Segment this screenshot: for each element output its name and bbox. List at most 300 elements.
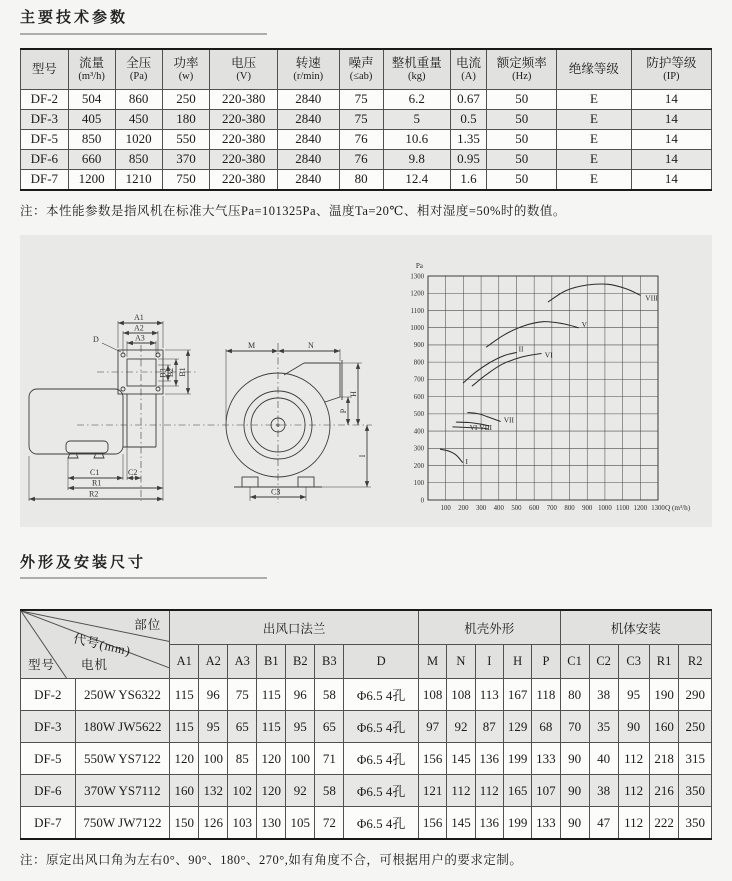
column-unit: (IP) bbox=[663, 70, 680, 82]
table-cell: 95 bbox=[618, 679, 649, 711]
table-cell: 108 bbox=[418, 679, 446, 711]
table-cell: 65 bbox=[315, 711, 344, 743]
column-header bbox=[631, 49, 711, 90]
corner-label-model: 型号 bbox=[28, 658, 56, 672]
table-cell: 1020 bbox=[115, 129, 162, 149]
corner-label-part: 部位 bbox=[134, 618, 162, 632]
svg-text:A2: A2 bbox=[134, 323, 144, 332]
table-cell: 10.6 bbox=[383, 129, 450, 149]
svg-text:900: 900 bbox=[413, 341, 424, 349]
column-name: 型号 bbox=[31, 61, 57, 76]
table-cell: 133 bbox=[532, 743, 560, 775]
table-cell: 75 bbox=[339, 109, 383, 129]
column-unit: (≤ab) bbox=[349, 70, 373, 82]
dim-code-header: D bbox=[344, 645, 419, 679]
svg-text:N: N bbox=[308, 340, 314, 350]
motor-cell: 750W JW7122 bbox=[75, 807, 170, 840]
table-cell: 0.67 bbox=[450, 89, 487, 109]
table-cell: 150 bbox=[170, 807, 199, 840]
column-name: 额定频率 bbox=[496, 55, 547, 70]
dim-code-header: C1 bbox=[560, 645, 589, 679]
dim-code-header: C3 bbox=[618, 645, 649, 679]
table-cell: 102 bbox=[228, 775, 257, 807]
table-cell: 850 bbox=[115, 149, 162, 169]
table-cell: 130 bbox=[257, 807, 286, 840]
motor-cell: 180W JW5622 bbox=[75, 711, 170, 743]
table-cell: 160 bbox=[649, 711, 679, 743]
table-cell: 50 bbox=[487, 129, 557, 149]
column-unit: (m³/h) bbox=[78, 70, 105, 82]
dim-code-header: R1 bbox=[649, 645, 679, 679]
column-unit: (r/min) bbox=[293, 70, 324, 82]
dim-code-header: I bbox=[475, 645, 503, 679]
svg-text:R1: R1 bbox=[92, 478, 102, 487]
table-cell: 96 bbox=[199, 679, 228, 711]
table-cell: 65 bbox=[228, 711, 257, 743]
table-cell: 0.95 bbox=[450, 149, 487, 169]
table-cell: 85 bbox=[228, 743, 257, 775]
svg-text:B1: B1 bbox=[178, 366, 187, 377]
table-cell: 156 bbox=[418, 743, 446, 775]
table-cell: 75 bbox=[228, 679, 257, 711]
column-header bbox=[450, 49, 487, 90]
table-cell: 315 bbox=[679, 743, 712, 775]
table-cell: 160 bbox=[170, 775, 199, 807]
column-name: 电压 bbox=[231, 55, 257, 70]
column-header bbox=[339, 49, 383, 90]
table-cell: 118 bbox=[532, 679, 560, 711]
table-cell: 14 bbox=[631, 129, 711, 149]
svg-text:700: 700 bbox=[546, 504, 557, 512]
column-name: 全压 bbox=[126, 55, 152, 70]
curve-label: VI bbox=[469, 422, 478, 432]
table-cell: 38 bbox=[589, 679, 618, 711]
column-header bbox=[278, 49, 339, 90]
table-cell: 165 bbox=[503, 775, 531, 807]
group-header: 机壳外形 bbox=[418, 610, 560, 645]
table-cell: Φ6.5 4孔 bbox=[344, 679, 419, 711]
svg-text:C1: C1 bbox=[90, 467, 100, 477]
table-cell: 96 bbox=[286, 679, 315, 711]
table-cell: Φ6.5 4孔 bbox=[344, 743, 419, 775]
table-cell: 108 bbox=[447, 679, 475, 711]
svg-text:1200: 1200 bbox=[633, 504, 648, 512]
table-cell: 180 bbox=[162, 109, 210, 129]
table-cell: 121 bbox=[418, 775, 446, 807]
table-cell: 216 bbox=[649, 775, 679, 807]
column-name: 噪声 bbox=[348, 55, 374, 70]
svg-text:700: 700 bbox=[413, 376, 424, 384]
table-cell: 405 bbox=[68, 109, 115, 129]
table-cell: E bbox=[557, 89, 632, 109]
table-cell: 38 bbox=[589, 775, 618, 807]
svg-text:400: 400 bbox=[413, 427, 424, 435]
section-title-specs: 主要技术参数 bbox=[20, 9, 129, 26]
svg-text:500: 500 bbox=[511, 504, 522, 512]
group-header: 出风口法兰 bbox=[170, 610, 419, 645]
svg-text:1300: 1300 bbox=[651, 504, 665, 512]
table-cell: 0.5 bbox=[450, 109, 487, 129]
table-cell: 14 bbox=[631, 149, 711, 169]
table-row bbox=[21, 129, 712, 149]
table-cell: 220-380 bbox=[210, 129, 278, 149]
table-cell: 115 bbox=[257, 679, 286, 711]
dim-code-header: N bbox=[447, 645, 475, 679]
table-cell: 145 bbox=[447, 807, 475, 840]
table-cell: 1.6 bbox=[450, 169, 487, 190]
table-row bbox=[21, 743, 712, 775]
table-cell: 50 bbox=[487, 109, 557, 129]
svg-text:200: 200 bbox=[413, 462, 424, 470]
table-row bbox=[21, 109, 712, 129]
table-row bbox=[21, 679, 712, 711]
svg-text:600: 600 bbox=[413, 393, 424, 401]
table-cell: 126 bbox=[199, 807, 228, 840]
table-cell: 2840 bbox=[278, 109, 339, 129]
table-cell: 290 bbox=[679, 679, 712, 711]
model-cell: DF-2 bbox=[21, 679, 76, 711]
table-cell: 113 bbox=[475, 679, 503, 711]
group-header: 机体安装 bbox=[560, 610, 711, 645]
table-cell: 2840 bbox=[278, 129, 339, 149]
table-cell: 90 bbox=[618, 711, 649, 743]
table-cell: 71 bbox=[315, 743, 344, 775]
fan-curve bbox=[463, 352, 516, 382]
svg-text:D: D bbox=[93, 334, 99, 344]
table-cell: 136 bbox=[475, 743, 503, 775]
table-cell: 1210 bbox=[115, 169, 162, 190]
column-header bbox=[210, 49, 278, 90]
spec-table-head-row bbox=[21, 49, 712, 90]
dimension-table-body bbox=[21, 679, 712, 840]
table-cell: 92 bbox=[286, 775, 315, 807]
table-cell: 218 bbox=[649, 743, 679, 775]
table-row bbox=[21, 711, 712, 743]
motor-cell: 550W YS7122 bbox=[75, 743, 170, 775]
table-cell: 12.4 bbox=[383, 169, 450, 190]
table-cell: 504 bbox=[68, 89, 115, 109]
table-cell: 95 bbox=[286, 711, 315, 743]
table-cell: 550 bbox=[162, 129, 210, 149]
table-cell: 250 bbox=[679, 711, 712, 743]
table-cell: 35 bbox=[589, 711, 618, 743]
curve-label: II bbox=[518, 344, 524, 353]
table-cell: 167 bbox=[503, 679, 531, 711]
table-cell: Φ6.5 4孔 bbox=[344, 775, 419, 807]
svg-text:200: 200 bbox=[458, 504, 469, 512]
dim-code-header: B2 bbox=[286, 645, 315, 679]
table-row bbox=[21, 807, 712, 840]
dimension-table-group-row bbox=[21, 610, 712, 645]
curve-label: VI bbox=[544, 349, 553, 359]
table-cell: 220-380 bbox=[210, 169, 278, 190]
table-cell: 450 bbox=[115, 109, 162, 129]
svg-text:300: 300 bbox=[413, 445, 424, 453]
table-cell: 115 bbox=[257, 711, 286, 743]
table-cell: 132 bbox=[199, 775, 228, 807]
table-cell: 75 bbox=[339, 89, 383, 109]
table-cell: 2840 bbox=[278, 149, 339, 169]
section-title-dimensions: 外形及安装尺寸 bbox=[20, 553, 147, 571]
table-row bbox=[21, 89, 712, 109]
table-row bbox=[21, 169, 712, 190]
table-cell: 92 bbox=[447, 711, 475, 743]
table-cell: 133 bbox=[532, 807, 560, 840]
table-cell: 112 bbox=[618, 807, 649, 840]
curve-label: VII bbox=[503, 415, 514, 424]
table-cell: DF-5 bbox=[21, 129, 69, 149]
table-cell: 750 bbox=[162, 169, 210, 190]
fan-curve bbox=[472, 353, 541, 385]
table-cell: 47 bbox=[589, 807, 618, 840]
table-cell: 2840 bbox=[278, 169, 339, 190]
spec-table-body bbox=[21, 89, 712, 190]
curve-label: I bbox=[465, 456, 468, 466]
table-cell: 199 bbox=[503, 807, 531, 840]
table-cell: 220-380 bbox=[210, 109, 278, 129]
model-cell: DF-7 bbox=[21, 807, 76, 840]
table-cell: Φ6.5 4孔 bbox=[344, 711, 419, 743]
table-cell: 1.35 bbox=[450, 129, 487, 149]
table-cell: 112 bbox=[618, 775, 649, 807]
column-name: 电流 bbox=[456, 55, 482, 70]
svg-text:0: 0 bbox=[420, 496, 424, 504]
svg-text:300: 300 bbox=[475, 504, 487, 512]
svg-text:P: P bbox=[339, 408, 348, 413]
column-name: 功率 bbox=[173, 55, 199, 70]
dim-code-header: P bbox=[532, 645, 560, 679]
title-underline-2 bbox=[20, 577, 267, 579]
table-cell: 350 bbox=[679, 775, 712, 807]
svg-text:C2: C2 bbox=[128, 467, 138, 477]
dim-code-header: R2 bbox=[679, 645, 712, 679]
table-cell: 5 bbox=[383, 109, 450, 129]
table-cell: Φ6.5 4孔 bbox=[344, 807, 419, 840]
table-cell: 14 bbox=[631, 109, 711, 129]
svg-text:900: 900 bbox=[582, 504, 593, 512]
model-cell: DF-6 bbox=[21, 775, 76, 807]
column-unit: (A) bbox=[461, 70, 476, 82]
dim-code-header: B3 bbox=[315, 645, 344, 679]
dim-code-header: C2 bbox=[589, 645, 618, 679]
table-row bbox=[21, 775, 712, 807]
dim-code-header: M bbox=[418, 645, 446, 679]
table-cell: 136 bbox=[475, 807, 503, 840]
model-cell: DF-3 bbox=[21, 711, 76, 743]
table-cell: 112 bbox=[475, 775, 503, 807]
table-cell: 6.2 bbox=[383, 89, 450, 109]
table-cell: 87 bbox=[475, 711, 503, 743]
motor-body bbox=[29, 389, 123, 454]
table-cell: 850 bbox=[68, 129, 115, 149]
table-cell: 58 bbox=[315, 679, 344, 711]
table-cell: 350 bbox=[679, 807, 712, 840]
dim-code-header: A3 bbox=[228, 645, 257, 679]
svg-text:600: 600 bbox=[529, 504, 540, 512]
table-cell: 190 bbox=[649, 679, 679, 711]
table-cell: 115 bbox=[170, 679, 199, 711]
svg-text:400: 400 bbox=[493, 504, 504, 512]
performance-chart bbox=[410, 262, 690, 512]
column-name: 绝缘等级 bbox=[568, 61, 619, 76]
curve-label: V bbox=[581, 319, 587, 329]
table-cell: 40 bbox=[589, 743, 618, 775]
motor-cell: 250W YS6322 bbox=[75, 679, 170, 711]
fan-curve bbox=[486, 321, 578, 346]
svg-text:Pa: Pa bbox=[415, 261, 423, 270]
dim-code-header: H bbox=[503, 645, 531, 679]
svg-text:I: I bbox=[358, 454, 367, 457]
curve-label: VIII bbox=[479, 422, 493, 432]
table-cell: 222 bbox=[649, 807, 679, 840]
dimension-drawing bbox=[29, 313, 372, 503]
column-unit: (Pa) bbox=[129, 70, 148, 82]
column-header bbox=[162, 49, 210, 90]
column-unit: (V) bbox=[236, 70, 251, 82]
note-dimensions: 注：原定出风口角为左右0°、90°、180°、270°,如有角度不合，可根据用户的要求定制。 bbox=[20, 853, 523, 867]
table-cell: 112 bbox=[447, 775, 475, 807]
diagram-svg bbox=[20, 235, 712, 527]
table-cell: 68 bbox=[532, 711, 560, 743]
fan-curve bbox=[548, 283, 640, 301]
table-cell: DF-3 bbox=[21, 109, 69, 129]
table-cell: 105 bbox=[286, 807, 315, 840]
column-header bbox=[383, 49, 450, 90]
diagram-panel bbox=[20, 235, 712, 527]
table-cell: 660 bbox=[68, 149, 115, 169]
svg-text:100: 100 bbox=[440, 504, 451, 512]
svg-text:1200: 1200 bbox=[410, 290, 424, 298]
table-cell: 100 bbox=[286, 743, 315, 775]
svg-text:H: H bbox=[349, 390, 358, 397]
table-cell: 120 bbox=[257, 775, 286, 807]
table-cell: 80 bbox=[339, 169, 383, 190]
svg-text:500: 500 bbox=[413, 410, 424, 418]
table-cell: E bbox=[557, 129, 632, 149]
table-cell: DF-6 bbox=[21, 149, 69, 169]
note-specs: 注：本性能参数是指风机在标准大气压Pa=101325Pa、温度Ta=20℃、相对湿度=50%时的数值。 bbox=[20, 203, 566, 218]
table-cell: 50 bbox=[487, 169, 557, 190]
table-cell: 95 bbox=[199, 711, 228, 743]
svg-text:100: 100 bbox=[413, 479, 424, 487]
curve-label: VIII bbox=[645, 293, 659, 302]
table-cell: 115 bbox=[170, 711, 199, 743]
model-cell: DF-5 bbox=[21, 743, 76, 775]
svg-text:1000: 1000 bbox=[410, 324, 424, 332]
table-cell: 50 bbox=[487, 149, 557, 169]
title-underline bbox=[20, 33, 267, 35]
column-name: 流量 bbox=[79, 55, 105, 70]
table-cell: 120 bbox=[257, 743, 286, 775]
table-cell: 76 bbox=[339, 149, 383, 169]
table-cell: 860 bbox=[115, 89, 162, 109]
table-cell: 112 bbox=[618, 743, 649, 775]
dim-code-header: A1 bbox=[170, 645, 199, 679]
dim-code-header: A2 bbox=[199, 645, 228, 679]
svg-text:1100: 1100 bbox=[410, 307, 424, 315]
table-cell: 129 bbox=[503, 711, 531, 743]
svg-text:A1: A1 bbox=[134, 312, 144, 322]
table-cell: 1200 bbox=[68, 169, 115, 190]
corner-label-code: 代号(mm) bbox=[71, 631, 133, 659]
table-cell: 80 bbox=[560, 679, 589, 711]
svg-text:A3: A3 bbox=[135, 333, 145, 342]
column-header bbox=[557, 49, 632, 90]
table-cell: 107 bbox=[532, 775, 560, 807]
table-cell: 14 bbox=[631, 89, 711, 109]
table-cell: E bbox=[557, 109, 632, 129]
table-cell: 50 bbox=[487, 89, 557, 109]
table-cell: 250 bbox=[162, 89, 210, 109]
table-cell: 220-380 bbox=[210, 89, 278, 109]
column-header bbox=[21, 49, 69, 90]
table-cell: 76 bbox=[339, 129, 383, 149]
table-cell: 156 bbox=[418, 807, 446, 840]
dim-code-header: B1 bbox=[257, 645, 286, 679]
table-cell: 100 bbox=[199, 743, 228, 775]
corner-header bbox=[21, 610, 170, 679]
svg-text:R2: R2 bbox=[89, 489, 99, 498]
spec-table bbox=[20, 48, 712, 191]
column-unit: (kg) bbox=[407, 70, 426, 82]
column-unit: (Hz) bbox=[512, 70, 532, 82]
table-row bbox=[21, 149, 712, 169]
table-cell: E bbox=[557, 149, 632, 169]
svg-text:1100: 1100 bbox=[615, 504, 630, 512]
table-cell: 70 bbox=[560, 711, 589, 743]
table-cell: 9.8 bbox=[383, 149, 450, 169]
table-cell: 90 bbox=[560, 807, 589, 840]
table-cell: 370 bbox=[162, 149, 210, 169]
table-cell: 220-380 bbox=[210, 149, 278, 169]
table-cell: DF-2 bbox=[21, 89, 69, 109]
column-name: 防护等级 bbox=[646, 55, 697, 70]
column-header bbox=[487, 49, 557, 90]
column-unit: (w) bbox=[178, 70, 194, 82]
svg-text:1300: 1300 bbox=[410, 272, 424, 280]
table-cell: 72 bbox=[315, 807, 344, 840]
table-cell: 2840 bbox=[278, 89, 339, 109]
svg-text:1000: 1000 bbox=[598, 504, 612, 512]
svg-text:800: 800 bbox=[413, 358, 424, 366]
table-cell: 145 bbox=[447, 743, 475, 775]
table-cell: E bbox=[557, 169, 632, 190]
svg-text:C3: C3 bbox=[271, 487, 281, 496]
table-cell: 14 bbox=[631, 169, 711, 190]
column-header bbox=[115, 49, 162, 90]
table-cell: 58 bbox=[315, 775, 344, 807]
table-cell: DF-7 bbox=[21, 169, 69, 190]
svg-text:Q (m³/h): Q (m³/h) bbox=[665, 503, 691, 512]
svg-text:B3: B3 bbox=[158, 367, 168, 378]
table-cell: 90 bbox=[560, 743, 589, 775]
motor-foot bbox=[66, 441, 108, 453]
svg-text:B2: B2 bbox=[166, 367, 175, 377]
table-cell: 90 bbox=[560, 775, 589, 807]
dimension-table bbox=[20, 609, 712, 840]
corner-label-motor: 电机 bbox=[81, 658, 109, 672]
svg-text:800: 800 bbox=[564, 504, 575, 512]
table-cell: 199 bbox=[503, 743, 531, 775]
table-cell: 103 bbox=[228, 807, 257, 840]
motor-cell: 370W YS7112 bbox=[75, 775, 170, 807]
table-cell: 120 bbox=[170, 743, 199, 775]
column-name: 转速 bbox=[295, 55, 321, 70]
column-header bbox=[68, 49, 115, 90]
column-name: 整机重量 bbox=[391, 55, 442, 70]
svg-text:M: M bbox=[248, 340, 256, 350]
fan-curve bbox=[440, 449, 462, 462]
